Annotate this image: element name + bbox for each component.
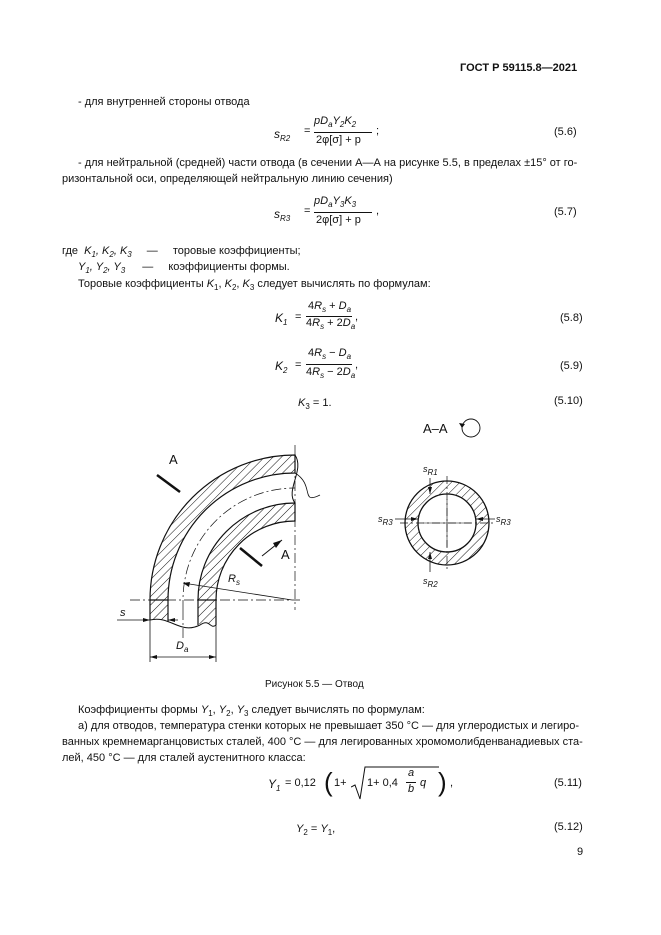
eq56-number: (5.6) bbox=[554, 126, 577, 138]
label-A-top: А bbox=[169, 452, 178, 467]
label-sR1: $s_{R1}$ bbox=[423, 464, 438, 477]
eq511-number: (5.11) bbox=[554, 777, 582, 789]
neutral-text-line1: - для нейтральной (средней) части отвода (в сечении А—А на рисунке 5.5, в пределах ±15° от го- bbox=[78, 157, 578, 169]
label-s: s bbox=[120, 607, 126, 619]
figure-caption: Рисунок 5.5 — Отвод bbox=[265, 679, 364, 690]
equation-5-7: $s_{R3}$ = $pD_aY_3K_3$ 2φ[σ] + p , bbox=[274, 195, 380, 226]
section-label: А–А bbox=[423, 421, 448, 436]
equation-5-9: $K_2$ = $4R_s - D_a$ $4R_s - 2D_a$ , bbox=[275, 347, 359, 380]
where-line-y: $Y_1$, $Y_2$, $Y_3$ — коэффициенты формы. bbox=[78, 261, 290, 275]
item-a-line2: ванных кремнемарганцовистых сталей, 400 °С — для легированных хромомолибденванадиевых ста- bbox=[62, 736, 583, 748]
eq59-number: (5.9) bbox=[560, 360, 583, 372]
page-number: 9 bbox=[577, 846, 584, 858]
intro-inner-text: - для внутренней стороны отвода bbox=[78, 96, 250, 108]
where-line-k: где $K_1$, $K_2$, $K_3$ — торовые коэффициенты; bbox=[62, 245, 301, 259]
toroidal-intro: Торовые коэффициенты $K_1$, $K_2$, $K_3$ следует вычислять по формулам: bbox=[78, 278, 431, 292]
item-a-line3: лей, 450 °С — для сталей аустенитного класса: bbox=[62, 752, 306, 764]
label-Rs: $R_s$ bbox=[228, 573, 240, 587]
item-a-line1: а) для отводов, температура стенки которых не превышает 350 °С — для углеродистых и легиро- bbox=[78, 720, 580, 732]
outer-wall bbox=[150, 455, 295, 600]
eq56-numerator: $pD_aY_2K_2$ bbox=[314, 115, 357, 129]
label-sR3-left: $s_{R3}$ bbox=[378, 514, 393, 527]
equation-5-6: $s_{R2}$ = $pD_aY_2K_2$ 2φ[σ] + p ; bbox=[274, 115, 380, 146]
rotation-symbol-icon bbox=[462, 419, 480, 437]
shape-intro: Коэффициенты формы $Y_1$, $Y_2$, $Y_3$ следует вычислять по формулам: bbox=[78, 704, 425, 718]
equation-5-11: $Y_1$ = 0,12 ( 1+ 1+ 0,4 a b q ) , bbox=[268, 763, 408, 803]
equation-5-10: $K_3 = 1$. bbox=[298, 397, 332, 411]
label-A-mid: А bbox=[281, 547, 290, 562]
equation-5-8: $K_1$ = $4R_s + D_a$ $4R_s + 2D_a$ , bbox=[275, 300, 359, 331]
eq510-number: (5.10) bbox=[554, 395, 583, 407]
eq512-number: (5.12) bbox=[554, 821, 583, 833]
label-Da: $D_a$ bbox=[176, 640, 189, 654]
eq56-denominator: 2φ[σ] + p bbox=[316, 134, 361, 146]
neutral-text-line2: ризонтальной оси, определяющей нейтральную линию сечения) bbox=[62, 173, 393, 185]
standard-header: ГОСТ Р 59115.8—2021 bbox=[460, 62, 578, 74]
label-sR2: $s_{R2}$ bbox=[423, 576, 438, 589]
eq57-number: (5.7) bbox=[554, 206, 577, 218]
equation-5-12: $Y_2 = Y_1$, bbox=[296, 823, 336, 837]
eq58-number: (5.8) bbox=[560, 312, 583, 324]
eq56-lhs: $s_{R2}$ bbox=[274, 127, 291, 143]
eq57-denominator: 2φ[σ] + p bbox=[316, 214, 361, 226]
figure-5-5-bend bbox=[0, 410, 661, 680]
section-ring bbox=[395, 476, 495, 572]
label-sR3-right: $s_{R3}$ bbox=[496, 514, 511, 527]
